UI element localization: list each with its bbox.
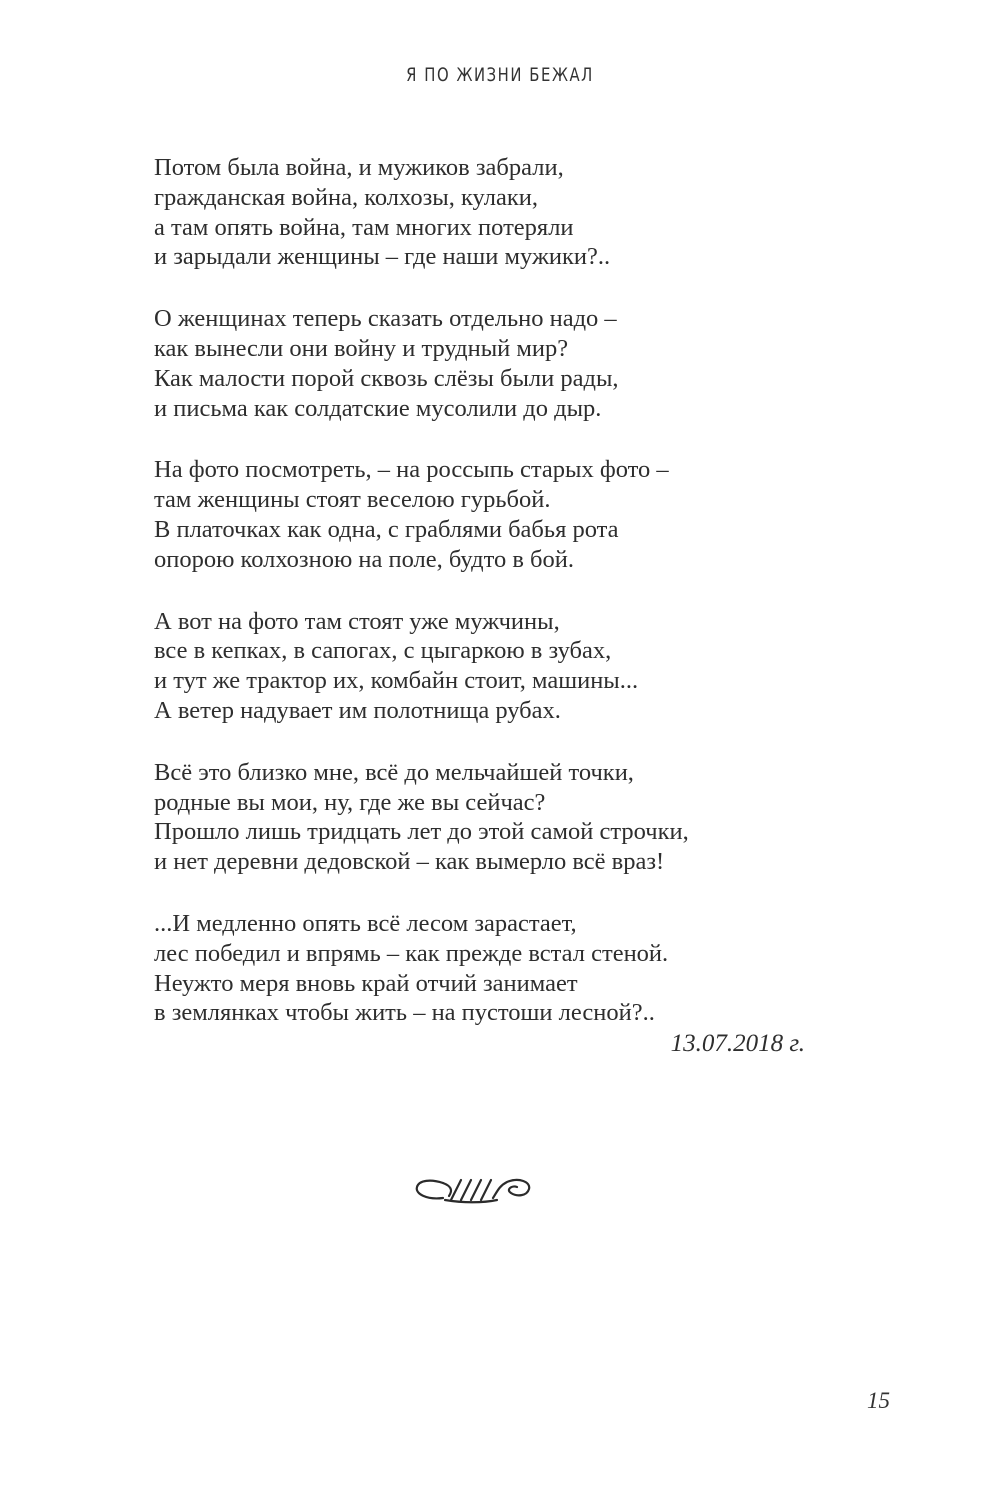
poem-line: и тут же трактор их, комбайн стоит, машины... xyxy=(154,667,639,695)
stanza-5 xyxy=(154,758,854,877)
poem-line: А вот на фото там стоят уже мужчины, xyxy=(154,607,560,635)
flourish-ornament-icon xyxy=(413,1170,533,1210)
poem-line: Всё это близко мне, всё до мельчайшей точки, xyxy=(154,758,634,786)
stanza-3 xyxy=(154,455,854,574)
poem-line: там женщины стоят веселою гурьбой. xyxy=(154,486,551,514)
poem-line: На фото посмотреть, – на россыпь старых фото – xyxy=(154,456,669,484)
poem-line: Как малости порой сквозь слёзы были рады, xyxy=(154,364,619,392)
poem-line: а там опять война, там многих потеряли xyxy=(154,213,574,241)
poem-line: и письма как солдатские мусолили до дыр. xyxy=(154,394,602,422)
poem-line: ...И медленно опять всё лесом зарастает, xyxy=(154,909,577,937)
poem-line: А ветер надувает им полотнища рубах. xyxy=(154,696,561,724)
poem-line: Прошло лишь тридцать лет до этой самой строчки, xyxy=(154,818,689,846)
running-head-title: Я ПО ЖИЗНИ БЕЖАЛ xyxy=(406,64,594,86)
poem-line: Потом была война, и мужиков забрали, xyxy=(154,154,564,181)
poem-line: опорою колхозною на поле, будто в бой. xyxy=(154,545,574,573)
poem-line: гражданская война, колхозы, кулаки, xyxy=(154,183,538,211)
poem-line: все в кепках, в сапогах, с цыгаркою в зубах, xyxy=(154,637,612,665)
stanza-1 xyxy=(154,153,854,272)
stanza-2 xyxy=(154,304,854,423)
poem-line: как вынесли они войну и трудный мир? xyxy=(154,334,569,362)
stanza-4 xyxy=(154,607,854,726)
poem-line: Неужто меря вновь край отчий занимает xyxy=(154,969,578,997)
page-number: 15 xyxy=(867,1388,890,1413)
poem-line: в землянках чтобы жить – на пустоши лесной?.. xyxy=(154,999,655,1027)
poem-line: родные вы мои, ну, где же вы сейчас? xyxy=(154,788,546,816)
poem-line: и зарыдали женщины – где наши мужики?.. xyxy=(154,243,611,271)
poem-date: 13.07.2018 г. xyxy=(670,1030,805,1057)
poem-line: В платочках как одна, с граблями бабья рота xyxy=(154,515,619,543)
poem-body xyxy=(154,153,854,1060)
stanza-6 xyxy=(154,909,854,1028)
poem-line: О женщинах теперь сказать отдельно надо – xyxy=(154,305,617,333)
poem-line: и нет деревни дедовской – как вымерло всё враз! xyxy=(154,848,665,876)
poem-line: лес победил и впрямь – как прежде встал стеной. xyxy=(154,939,669,967)
